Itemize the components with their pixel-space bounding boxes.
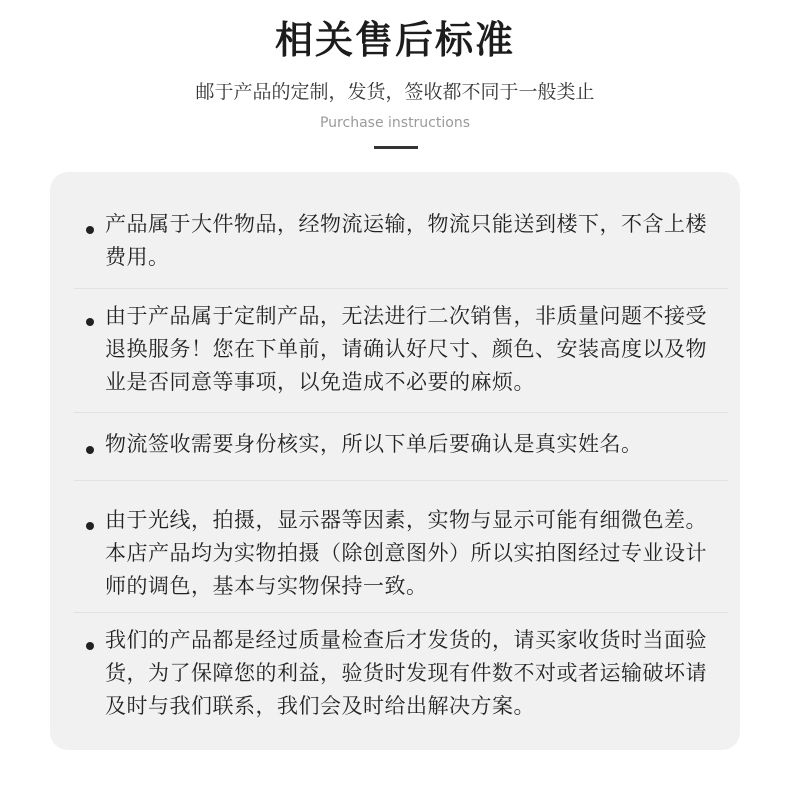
note-text-4: 由于光线，拍摄，显示器等因素，实物与显示可能有细微色差。本店产品均为实物拍摄（除创意图外）所以实拍图经过专业设计师的调色，基本与实物保持一致。 [105,508,707,598]
bullet-icon [86,642,94,650]
bullet-icon [86,522,94,530]
note-text-2: 由于产品属于定制产品，无法进行二次销售，非质量问题不接受退换服务！您在下单前，请确认好尺寸、颜色、安装高度以及物业是否同意等事项，以免造成不必要的麻烦。 [105,304,707,394]
note-text-5: 我们的产品都是经过质量检查后才发货的，请买家收货时当面验货，为了保障您的利益，验货时发现有件数不对或者运输破坏请及时与我们联系，我们会及时给出解决方案。 [105,628,707,718]
note-divider [74,480,728,481]
note-divider [74,612,728,613]
bullet-icon [86,318,94,326]
notes-card [50,172,740,750]
page-title: 相关售后标准 [274,18,515,62]
note-divider [74,412,728,413]
note-divider [74,288,728,289]
bullet-icon [86,446,94,454]
bullet-icon [86,226,94,234]
title-accent-line [374,146,418,149]
english-subtitle: Purchase instructions [319,115,470,131]
note-item-4 [86,504,722,603]
page-subtitle: 邮于产品的定制，发货，签收都不同于一般类止 [195,81,595,103]
note-item-3 [86,428,722,461]
note-text-1: 产品属于大件物品，经物流运输，物流只能送到楼下，不含上楼费用。 [105,212,707,269]
note-text-3: 物流签收需要身份核实，所以下单后要确认是真实姓名。 [105,432,643,456]
note-item-1 [86,208,722,274]
note-item-5 [86,624,722,723]
note-item-2 [86,300,722,399]
